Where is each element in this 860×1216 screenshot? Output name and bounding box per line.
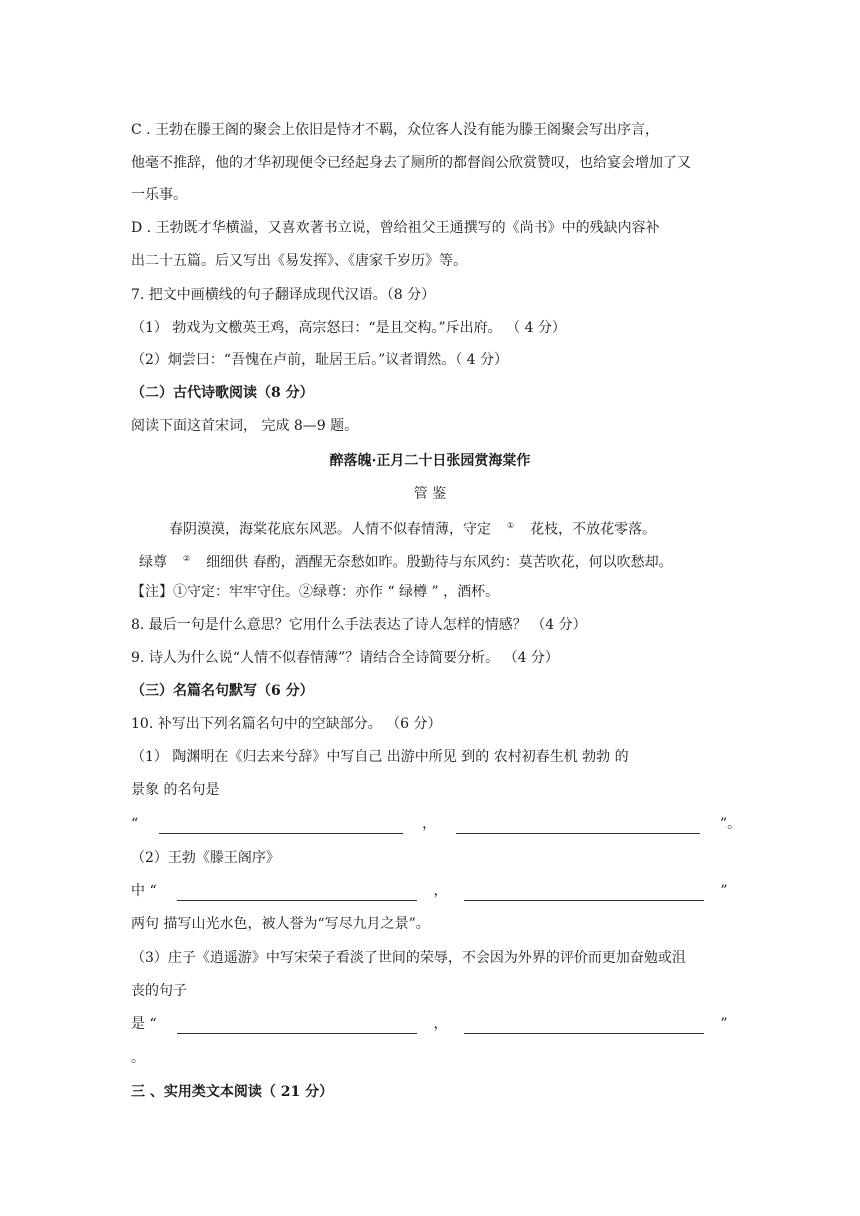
q10-sub1-answer-row xyxy=(131,814,742,834)
option-c-line3: 一乐事。 xyxy=(131,187,187,203)
question-9: 9. 诗人为什么说“人情不似春情薄”？请结合全诗简要分析。 （4 分） xyxy=(131,650,559,666)
footnote-mark-2: ② xyxy=(183,554,191,563)
poem-note: 【注】①守定：牢牢守住。②绿尊：亦作 “ 绿樽 ” ，酒杯。 xyxy=(131,584,500,600)
option-c-line1: C . 王勃在滕王阁的聚会上依旧是恃才不羁，众位客人没有能为滕王阁聚会写出序言， xyxy=(131,122,660,138)
q10-sub1-line1: （1） 陶渊明在《归去来兮辞》中写自己 出游中所见 到的 农村初春生机 勃勃 的 xyxy=(131,749,629,765)
q10-sub1-line2: 景象 的名句是 xyxy=(131,782,220,798)
comma: ， xyxy=(433,883,448,899)
prefix-zhong: 中 “ xyxy=(131,883,157,899)
poem-line-1a: 春阴漠漠，海棠花底东风恶。人情不似春情薄，守定 xyxy=(169,521,491,538)
q10-sub3-line1: （3）庄子《逍遥游》中写宋荣子看淡了世间的荣辱，不会因为外界的评价而更加奋勉或沮 xyxy=(131,950,686,966)
answer-blank-4[interactable] xyxy=(464,886,704,901)
q10-sub3-line2: 丧的句子 xyxy=(131,983,187,999)
comma: ， xyxy=(422,816,437,832)
question-7-sub1: （1） 勃戏为文檄英王鸡，高宗怒曰：“是且交构。”斥出府。 （ 4 分） xyxy=(131,320,566,336)
answer-blank-6[interactable] xyxy=(464,1019,704,1034)
poem-author: 管 鉴 xyxy=(413,486,447,502)
q10-sub3-period: 。 xyxy=(131,1050,145,1066)
question-7-title: 7. 把文中画横线的句子翻译成现代汉语。（8 分） xyxy=(131,287,436,303)
q10-sub3-answer-row xyxy=(131,1014,735,1034)
q10-sub2-line1: （2）王勃《滕王阁序》 xyxy=(131,850,280,866)
poem-line-2b: 细细供 春酌，酒醒无奈愁如昨。殷勤待与东风约：莫苦吹花，何以吹愁却。 xyxy=(206,554,673,571)
question-8: 8. 最后一句是什么意思？它用什么手法表达了诗人怎样的情感？ （4 分） xyxy=(131,617,587,633)
answer-blank-2[interactable] xyxy=(456,819,700,834)
poem-line-1b: 花枝，不放花零落。 xyxy=(530,521,657,538)
footnote-mark-1: ① xyxy=(507,521,515,530)
close-quote: ” xyxy=(720,1016,728,1032)
answer-blank-1[interactable] xyxy=(159,819,403,834)
poetry-intro: 阅读下面这首宋词， 完成 8—9 题。 xyxy=(131,418,359,434)
q10-sub2-line3: 两句 描写山光水色，被人誉为“写尽九月之景”。 xyxy=(131,916,430,932)
open-quote: “ xyxy=(131,816,139,832)
poem-line-1 xyxy=(131,516,735,540)
q10-sub2-answer-row xyxy=(131,881,735,901)
poem-line-2 xyxy=(131,549,735,573)
poem-title: 醉落魄·正月二十日张园赏海棠作 xyxy=(329,453,531,469)
answer-blank-3[interactable] xyxy=(177,886,417,901)
option-c-line2: 他毫不推辞，他的才华初现便令已经起身去了厕所的都督阎公欣赏赞叹，也给宴会增加了又 xyxy=(131,155,691,171)
section-heading-practical: 三 、实用类文本阅读（ 21 分） xyxy=(131,1084,334,1100)
question-10: 10. 补写出下列名篇名句中的空缺部分。 （6 分） xyxy=(131,716,442,732)
section-heading-poetry: （二）古代诗歌阅读（8 分） xyxy=(131,385,314,401)
option-d-line1: D . 王勃既才华横溢，又喜欢著书立说，曾给祖父王通撰写的《尚书》中的残缺内容补 xyxy=(131,220,660,236)
prefix-shi: 是 “ xyxy=(131,1016,157,1032)
section-heading-dictation: （三）名篇名句默写（6 分） xyxy=(131,683,314,699)
close-quote-period: ”。 xyxy=(719,816,742,832)
answer-blank-5[interactable] xyxy=(177,1019,417,1034)
option-d-line2: 出二十五篇。后又写出《易发挥》、《唐家千岁历》等。 xyxy=(131,253,467,269)
comma: ， xyxy=(433,1016,448,1032)
poem-line-2a: 绿尊 xyxy=(139,554,167,571)
question-7-sub2: （2）炯尝曰：“吾愧在卢前，耻居王后。”议者谓然。（ 4 分） xyxy=(131,352,509,368)
close-quote: ” xyxy=(720,883,728,899)
